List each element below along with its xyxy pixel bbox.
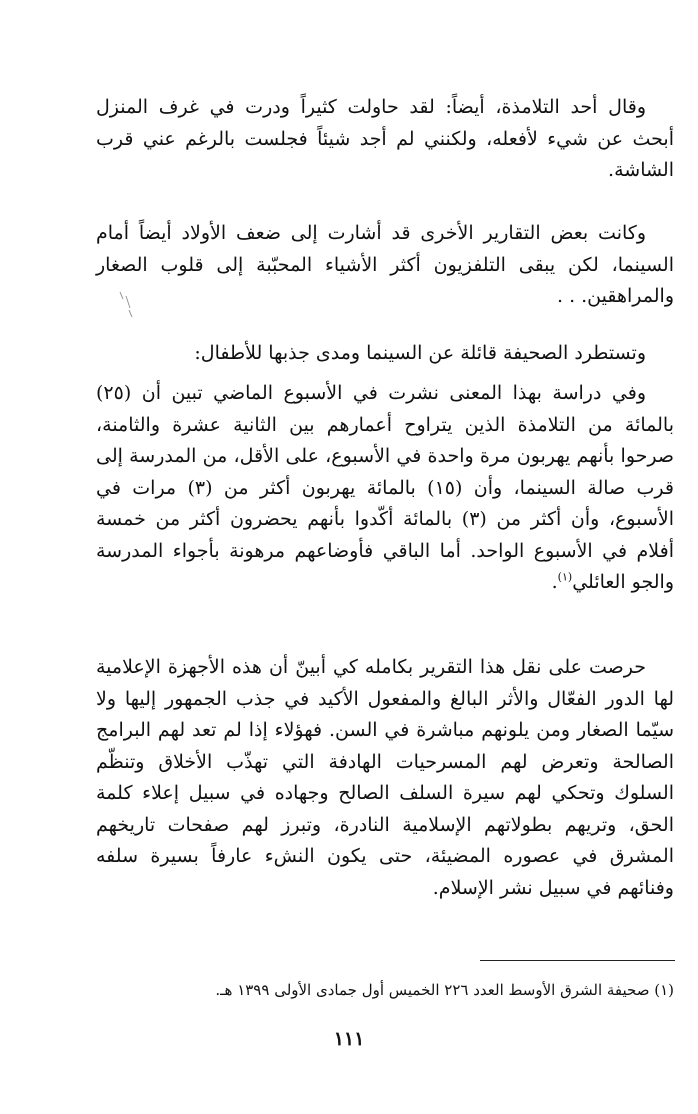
- footnote-divider: [480, 960, 675, 961]
- footnote: (١) صحيفة الشرق الأوسط العدد ٢٢٦ الخميس أول جمادى الأولى ١٣٩٩ هـ.: [215, 981, 674, 999]
- pencil-mark-icon: [117, 290, 137, 320]
- study-results-text: وفي دراسة بهذا المعنى نشرت في الأسبوع الماضي تبين أن (٢٥) بالمائة من التلامذة الذين يتراوح أعمارهم بين الثانية عشرة والثامنة، صرحوا بأنهم يهربون مرة واحدة في الأسبوع، على الأقل، من المدرسة إلى قرب صالة السينما، وأن (١٥) بالمائة يهربون أكثر من (٣) مرات في الأسبوع، وأن أكثر من (٣) بالمائة أكّدوا بأنهم يحضرون أكثر من خمسة أفلام في الأسبوع الواحد. أما الباقي فأوضاعهم مرهونة بأجواء المدرسة والجو العائلي: [96, 382, 675, 593]
- paragraph-author-commentary: حرصت على نقل هذا التقرير بكامله كي أبينّ أن هذه الأجهزة الإعلامية لها الدور الفعّال والأثر البالغ والمفعول الأكيد في جذب الجمهور إليها ولا سيّما الصغار ومن يلونهم مباشرة في السن. فهؤلاء إذا لم تعد لهم البرامج الصالحة وتعرض لهم المسرحيات الهادفة التي تهذّب الأخلاق وتنظّم السلوك وتحكي لهم سيرة السلف الصالح وجهاده في سبيل إعلاء كلمة الحق، وتريهم بطولاتهم الإسلامية النادرة، وتبرز لهم صفحات تاريخهم المشرق في عصوره المضيئة، حتى يكون النشء عارفاً بسيرة سلفه وفنائهم في سبيل نشر الإسلام.: [96, 656, 674, 899]
- paragraph-newspaper-intro: وتستطرد الصحيفة قائلة عن السينما ومدى جذبها للأطفال:: [194, 342, 646, 364]
- footnote-reference: (١): [557, 570, 573, 584]
- paragraph-study-results: [96, 378, 674, 599]
- paragraph-student-quote: وقال أحد التلامذة، أيضاً: لقد حاولت كثيراً ودرت في غرف المنزل أبحث عن شيء لأفعله، ولكنني لم أجد شيئاً فجلست بالرغم عني قرب الشاشة.: [96, 96, 674, 181]
- paragraph-other-reports: وكانت بعض التقارير الأخرى قد أشارت إلى ضعف الأولاد أيضاً أمام السينما، لكن يبقى التلفزيون أكثر الأشياء المحبّبة إلى قلوب الصغار والمراهقين. . .: [96, 222, 674, 307]
- study-results-period: .: [551, 571, 558, 593]
- page-number: ١١١: [333, 1028, 365, 1050]
